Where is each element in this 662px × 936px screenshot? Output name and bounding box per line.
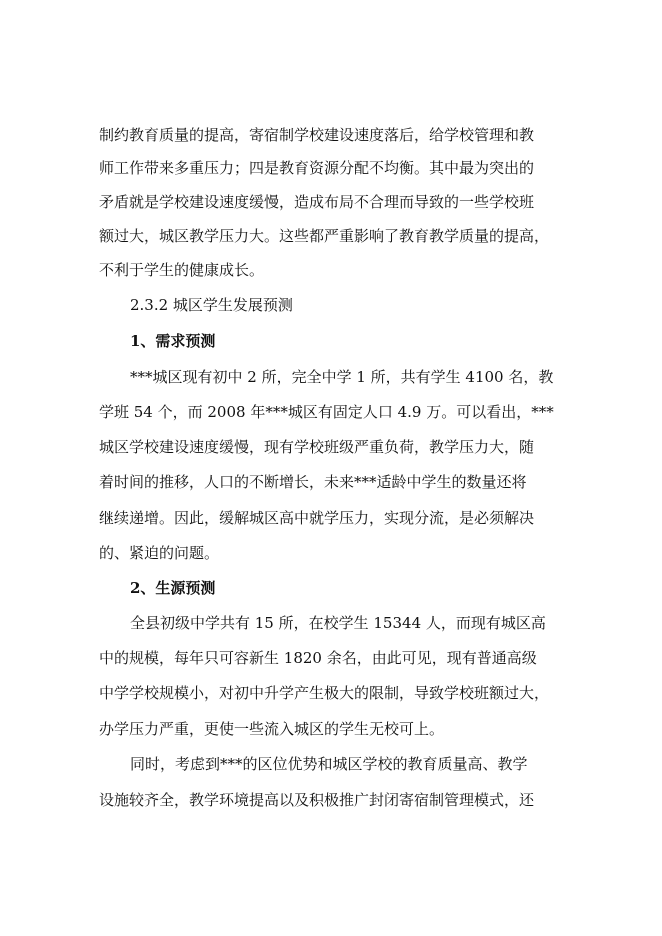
line-text: 设施较齐全，教学环境提高以及积极推广封闭寄宿制管理模式，还 <box>99 791 535 809</box>
line-text: 中的规模，每年只可容新生 1820 余名，由此可见，现有普通高级 <box>99 649 537 667</box>
line-text: 中学学校规模小，对初中升学产生极大的限制，导致学校班额过大， <box>99 684 550 702</box>
section-heading-text: 2、生源预测 <box>130 579 216 597</box>
line-text: 同时，考虑到***的区位优势和城区学校的教育质量高、教学 <box>130 755 528 773</box>
line-text: 继续递增。因此，缓解城区高中就学压力，实现分流，是必须解决 <box>99 509 535 527</box>
line-text: 制约教育质量的提高，寄宿制学校建设速度落后，给学校管理和教 <box>99 126 535 144</box>
line-text: 师工作带来多重压力；四是教育资源分配不均衡。其中最为突出的 <box>99 159 535 177</box>
line-text: 着时间的推移，人口的不断增长，未来***适龄中学生的数量还将 <box>99 473 527 491</box>
line-text: 的、紧迫的问题。 <box>99 544 220 562</box>
line-text: 全县初级中学共有 15 所，在校学生 15344 人，而现有城区高 <box>130 614 546 632</box>
subsection-title-text: 2.3.2 城区学生发展预测 <box>130 296 293 314</box>
line-text: 城区学校建设速度缓慢，现有学校班级严重负荷，教学压力大，随 <box>99 438 535 456</box>
line-text: 学班 54 个，而 2008 年***城区有固定人口 4.9 万。可以看出，*** <box>99 403 554 421</box>
line-text: ***城区现有初中 2 所，完全中学 1 所，共有学生 4100 名，教 <box>130 368 554 386</box>
line-text: 矛盾就是学校建设速度缓慢，造成布局不合理而导致的一些学校班 <box>99 193 535 211</box>
line-text: 不利于学生的健康成长。 <box>99 261 265 279</box>
line-text: 办学压力严重，更使一些流入城区的学生无校可上。 <box>99 720 445 738</box>
line-text: 额过大，城区教学压力大。这些都严重影响了教育教学质量的提高， <box>99 227 550 245</box>
section-heading-text: 1、需求预测 <box>130 332 216 350</box>
